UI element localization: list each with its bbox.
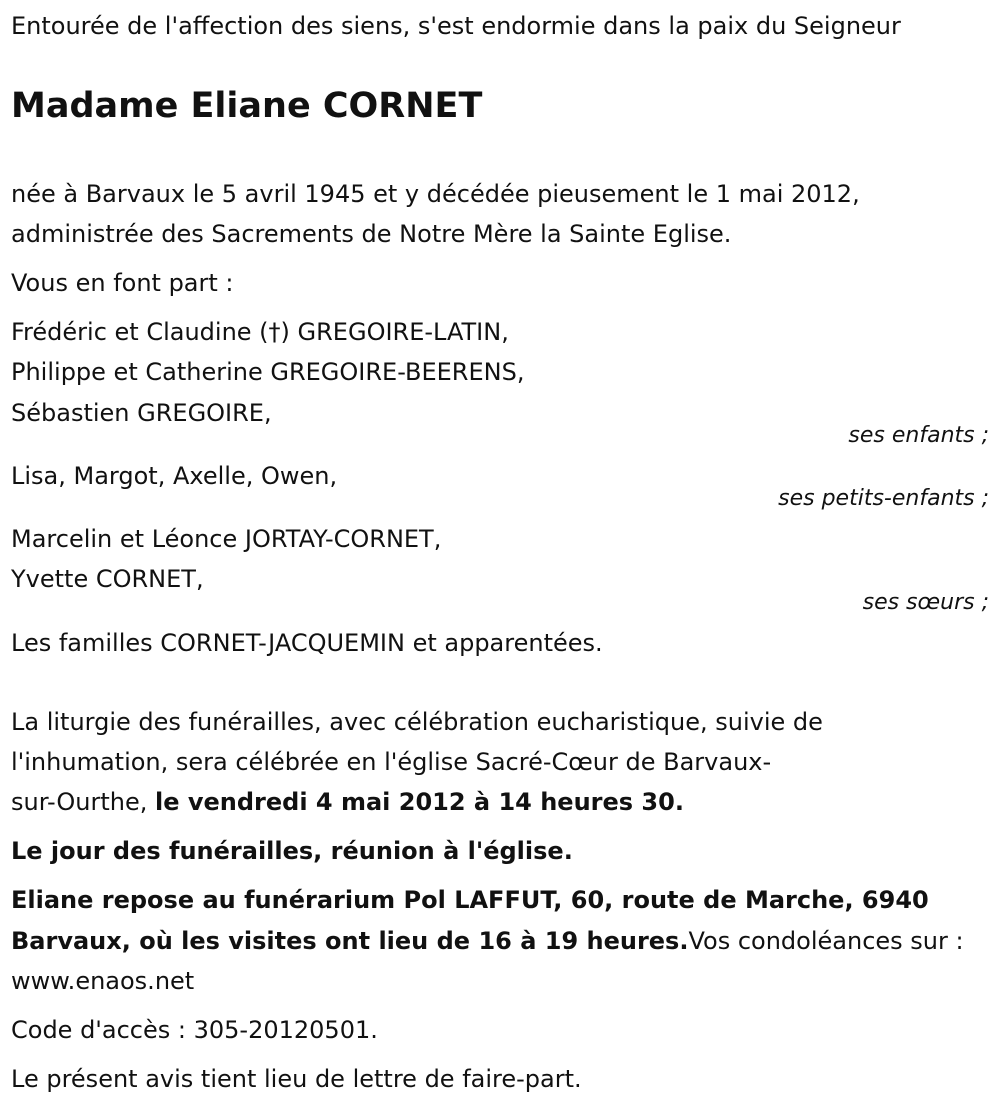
sisters-line-2: Yvette CORNET, [11,565,204,593]
grandchildren-line-1: Lisa, Margot, Axelle, Owen, [11,462,338,490]
intro-text: Entourée de l'affection des siens, s'est endormie dans la paix du Seigneur [11,12,901,40]
children-label: ses enfants ; [848,423,989,448]
sisters-label: ses sœurs ; [862,590,989,615]
funerarium-line-2 [11,926,964,956]
grandchildren-label: ses petits-enfants ; [778,486,989,511]
children-line-1: Frédéric et Claudine (†) GREGOIRE-LATIN, [11,318,509,346]
birth-line-1: née à Barvaux le 5 avril 1945 et y décédée pieusement le 1 mai 2012, [11,180,860,208]
access-code-text: Code d'accès : 305-20120501. [11,1016,378,1044]
liturgy-line-2: l'inhumation, sera célébrée en l'église Sacré-Cœur de Barvaux- [11,748,772,776]
liturgy-line-3-start: sur-Ourthe, [11,788,155,816]
closing-text: Le présent avis tient lieu de lettre de faire-part. [11,1065,582,1093]
meeting-text: Le jour des funérailles, réunion à l'église. [11,837,573,865]
children-line-3: Sébastien GREGOIRE, [11,399,272,427]
condolences-text: Vos condoléances sur : [688,927,964,955]
sisters-line-1: Marcelin et Léonce JORTAY-CORNET, [11,525,442,553]
families-text: Les familles CORNET-JACQUEMIN et apparentées. [11,629,603,657]
liturgy-line-3 [11,787,684,817]
announce-text: Vous en font part : [11,269,234,297]
condolences-website-link[interactable]: www.enaos.net [11,967,195,995]
liturgy-line-1: La liturgie des funérailles, avec célébration eucharistique, suivie de [11,708,823,736]
funeral-date-time: le vendredi 4 mai 2012 à 14 heures 30. [155,788,684,816]
deceased-name: Madame Eliane CORNET [11,86,483,126]
birth-line-2: administrée des Sacrements de Notre Mère la Sainte Eglise. [11,220,732,248]
children-line-2: Philippe et Catherine GREGOIRE-BEERENS, [11,358,525,386]
funerarium-line-1: Eliane repose au funérarium Pol LAFFUT, 60, route de Marche, 6940 [11,886,929,914]
visiting-hours: Barvaux, où les visites ont lieu de 16 à 19 heures. [11,927,689,955]
